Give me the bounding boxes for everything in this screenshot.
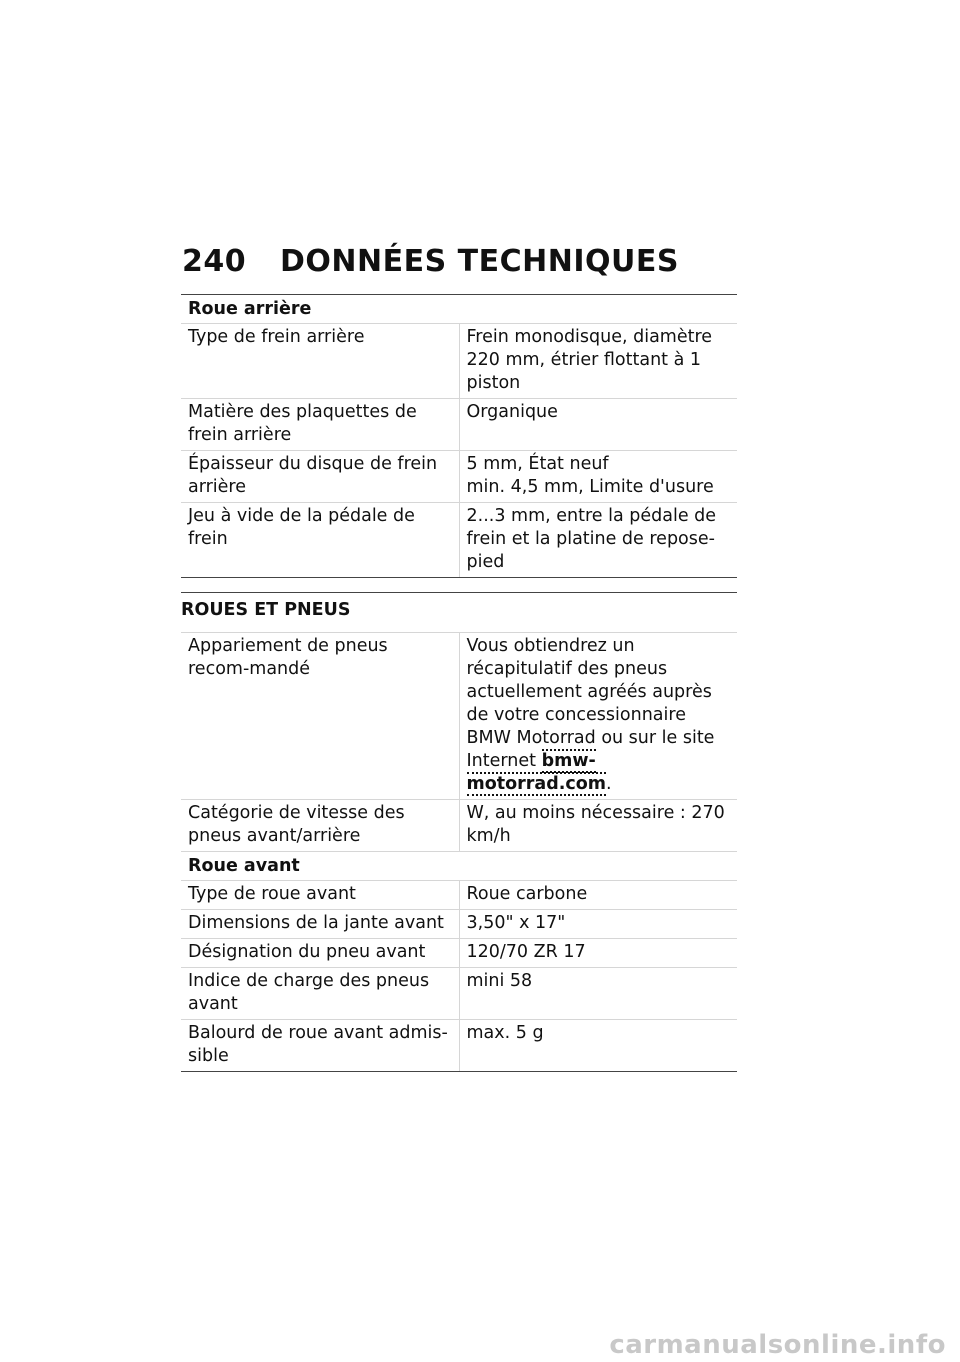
table-row (181, 324, 737, 399)
spec-value (459, 451, 737, 503)
rear-wheel-heading: Roue arrière (181, 295, 737, 324)
spec-content (181, 294, 737, 1072)
spec-label: Appariement de pneus recom-mandé (181, 633, 459, 800)
spec-value: W, au moins nécessaire : 270 km/h (459, 800, 737, 852)
spec-value-line: 5 mm, État neuf (466, 454, 609, 474)
spec-value: 120/70 ZR 17 (459, 939, 737, 968)
period: . (606, 774, 612, 794)
section-heading-row (181, 852, 737, 881)
table-row (181, 800, 737, 852)
spec-value (459, 633, 737, 800)
section-title: ROUES ET PNEUS (181, 592, 737, 633)
spec-value: mini 58 (459, 968, 737, 1020)
spec-label: Désignation du pneu avant (181, 939, 459, 968)
bmw-motorrad-link[interactable]: bmw-motorrad.com (466, 751, 607, 794)
spec-value-line: min. 4,5 mm, Limite d'usure (466, 477, 714, 497)
page-header (182, 244, 679, 279)
table-row (181, 939, 737, 968)
spec-label: Type de roue avant (181, 881, 459, 910)
chapter-title: DONNÉES TECHNIQUES (280, 244, 679, 279)
spec-value-text: Vous obtiendrez un récapitulatif des pneus actuellement agréés auprès de votre concessionnaire BMW Motorrad ou sur le site Internet (466, 636, 715, 771)
spec-value: 2...3 mm, entre la pédale de frein et la platine de repose-pied (459, 503, 737, 578)
front-wheel-heading: Roue avant (181, 852, 737, 881)
spec-value: 3,50" x 17" (459, 910, 737, 939)
watermark: carmanualsonline.info (609, 1330, 946, 1360)
spec-label: Épaisseur du disque de frein arrière (181, 451, 459, 503)
table-row (181, 881, 737, 910)
table-row (181, 451, 737, 503)
spec-label: Catégorie de vitesse des pneus avant/arrière (181, 800, 459, 852)
spec-label: Balourd de roue avant admis-sible (181, 1020, 459, 1072)
table-row (181, 910, 737, 939)
table-row (181, 968, 737, 1020)
spec-label: Dimensions de la jante avant (181, 910, 459, 939)
spec-label: Indice de charge des pneus avant (181, 968, 459, 1020)
spec-label: Type de frein arrière (181, 324, 459, 399)
section-heading-row (181, 295, 737, 324)
table-row (181, 633, 737, 800)
spec-label: Jeu à vide de la pédale de frein (181, 503, 459, 578)
spec-value: max. 5 g (459, 1020, 737, 1072)
spec-label: Matière des plaquettes de frein arrière (181, 399, 459, 451)
wheels-tires-table (181, 633, 737, 1072)
rear-wheel-table (181, 294, 737, 578)
table-row (181, 503, 737, 578)
spec-value: Frein monodisque, diamètre 220 mm, étrier flottant à 1 piston (459, 324, 737, 399)
page-number: 240 (182, 244, 247, 279)
spec-value: Organique (459, 399, 737, 451)
spec-value: Roue carbone (459, 881, 737, 910)
table-row (181, 399, 737, 451)
table-row (181, 1020, 737, 1072)
